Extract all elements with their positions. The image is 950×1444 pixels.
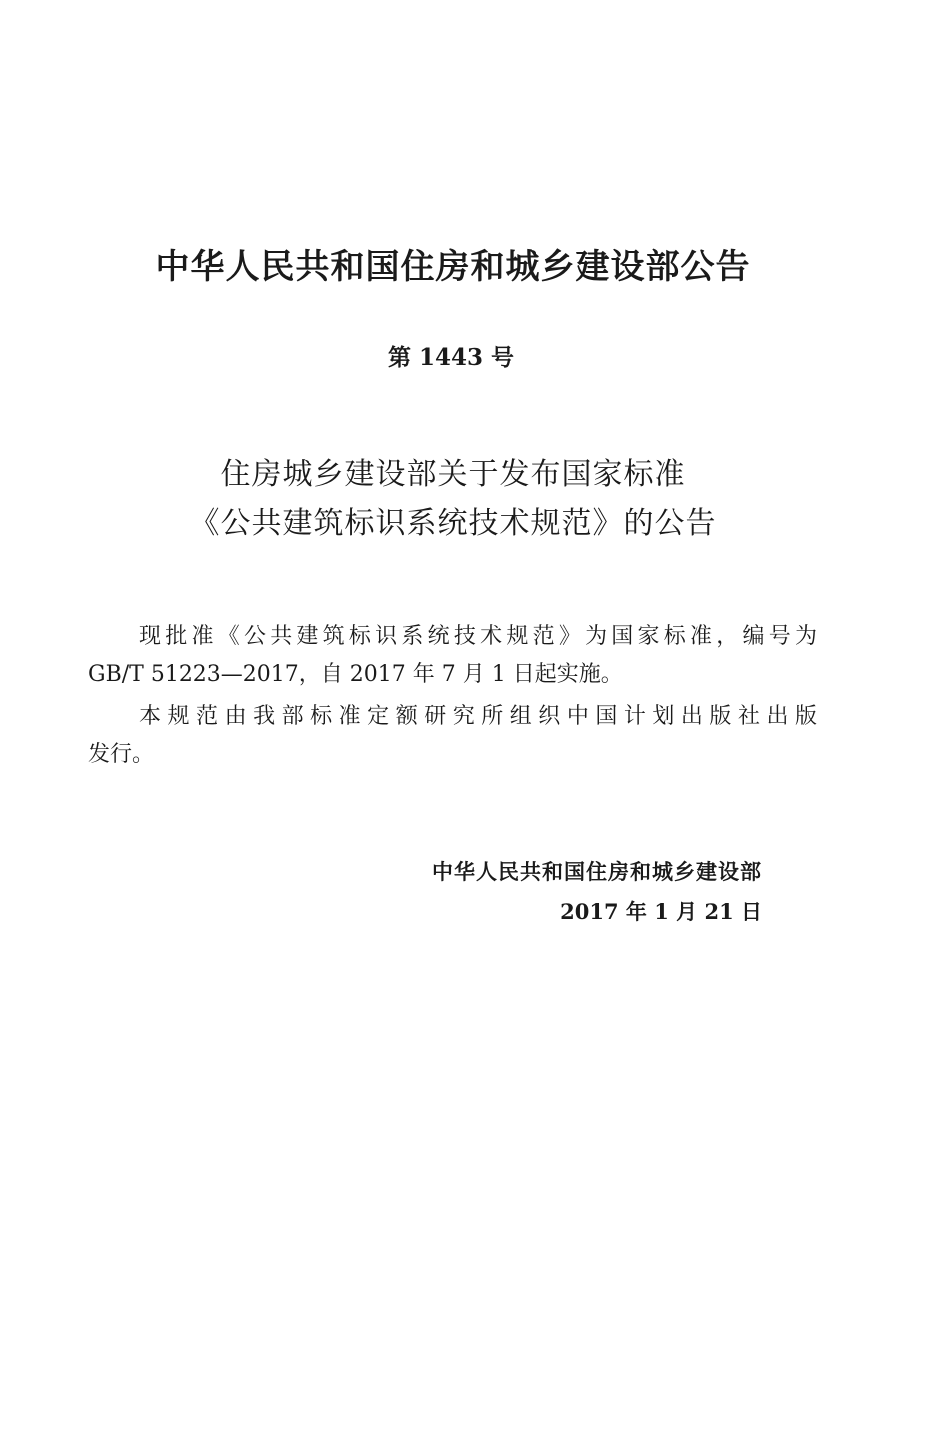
notice-subtitle-line-2: 《公共建筑标识系统技术规范》的公告 <box>189 506 717 541</box>
signature-organization: 中华人民共和国住房和城乡建设部 <box>432 860 762 884</box>
notice-body-paragraph-2-line-2: 发行。 <box>88 742 155 767</box>
notice-body-paragraph-1-line-2: GB/T 51223—2017，自 2017 年 7 月 1 日起实施。 <box>88 662 623 687</box>
notice-title: 中华人民共和国住房和城乡建设部公告 <box>155 247 751 287</box>
notice-body-paragraph-2-line-1: 本规范由我部标准定额研究所组织中国计划出版社出版 <box>139 704 817 729</box>
notice-subtitle-line-1: 住房城乡建设部关于发布国家标准 <box>220 457 686 492</box>
notice-number: 第 1443 号 <box>387 344 515 371</box>
signature-date: 2017 年 1 月 21 日 <box>560 899 762 924</box>
notice-body-paragraph-1-line-1: 现批准《公共建筑标识系统技术规范》为国家标准，编号为 <box>139 624 817 649</box>
